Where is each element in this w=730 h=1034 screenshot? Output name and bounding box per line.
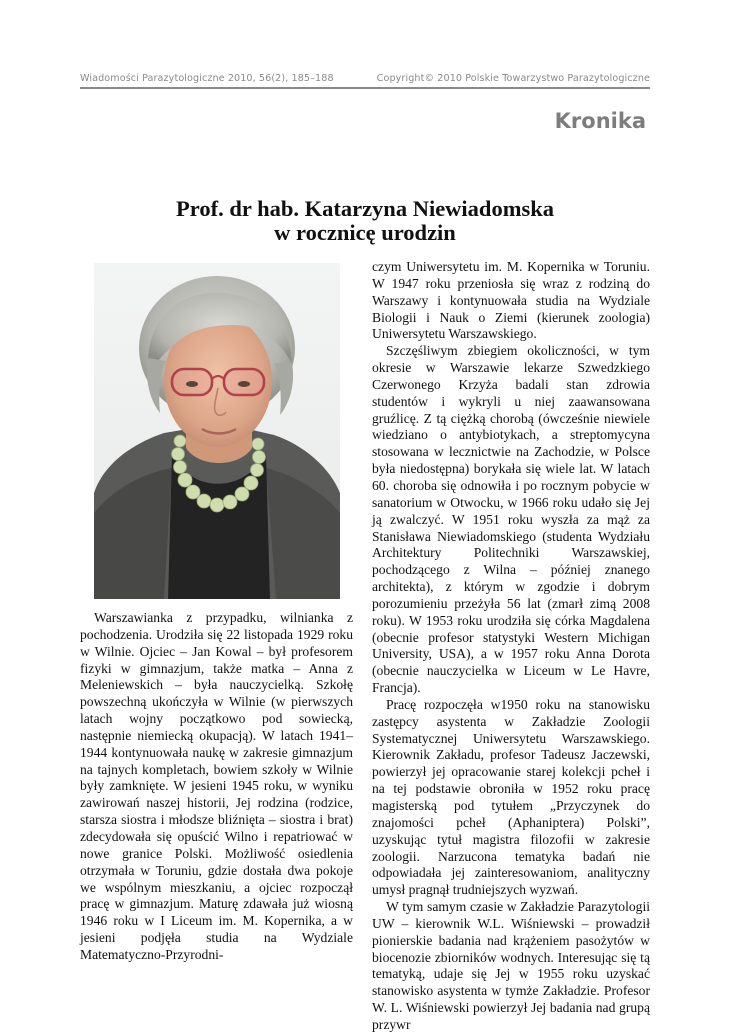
paragraph: czym Uniwersytetu im. M. Kopernika w Toruniu. W 1947 roku przeniosła się wraz z rodziną do Warszawy i kontynuowała studia na Wydziale Biologii i Nauk o Ziemi (kierunek zoologia) Uniwersytetu Warszawskiego.: [372, 259, 650, 342]
article-title: [80, 197, 650, 245]
section-label: Kronika: [554, 109, 646, 133]
paragraph: Szczęśliwym zbiegiem okoliczności, w tym okresie w Warszawie lekarze Szwedzkiego Czerwonego Krzyża badali stan zdrowia studentów i wykryli u niej zaawansowana gruźlicę. Z tą ciężką chorobą (ówcześnie niewiele wiedziano o antybiotykach, a streptomycyna stosowana w lecznictwie na Zachodzie, w Polsce była niedostępna) borykała się wiele lat. W latach 60. choroba się odnowiła i po rocznym pobycie w sanatorium w Otwocku, w 1966 roku udało się Jej ją zwalczyć. W 1951 roku wyszła za mąż za Stanisława Niewiadomskiego (studenta Wydziału Architektury Politechniki Warszawskiej, pochodzącego z Wilna – później znanego architekta), z którym w zgodzie i dobrym porozumieniu przeżyła 56 lat (zmarł zimą 2008 roku). W 1953 roku urodziła się córka Magdalena (obecnie profesor statystyki Western Michigan University, USA), a w 1957 roku Anna Dorota (obecnie nauczycielka w Liceum w Le Havre, Francja).: [372, 343, 650, 696]
copyright-notice: Copyright© 2010 Polskie Towarzystwo Parazytologiczne: [376, 73, 650, 84]
header-rule: [80, 87, 650, 89]
paragraph: Warszawianka z przypadku, wilnianka z pochodzenia. Urodziła się 22 listopada 1929 roku w Wilnie. Ojciec – Jan Kowal – był profesorem fizyki w gimnazjum, także matka – Anna z Meleniewskich – była nauczycielką. Szkołę powszechną ukończyła w Wilnie (w pierwszych latach wojny początkowo pod sowiecką, następnie niemiecką okupacją). W latach 1941–1944 kontynuowała naukę w zakresie gimnazjum na tajnych kompletach, bowiem szkoły w Wilnie były zamknięte. W jesieni 1945 roku, w wyniku zawirowań naszej historii, Jej rodzina (rodzice, starsza siostra i młodsze bliźnięta – siostra i brat) zdecydowała się opuścić Wilno i repatriować w nowe granice Polski. Możliwość osiedlenia otrzymała w Toruniu, gdzie dostała dwa pokoje we wspólnym mieszkaniu, a ojciec rozpoczął pracę w gimnazjum. Maturę zdawała już wiosną 1946 roku w I Liceum im. M. Kopernika, a w jesieni podjęła studia na Wydziale Matematyczno-Przyrodni-: [80, 610, 353, 962]
title-line-1: Prof. dr hab. Katarzyna Niewiadomska: [176, 196, 554, 221]
title-line-2: w rocznicę urodzin: [274, 220, 456, 245]
paragraph: Pracę rozpoczęła w1950 roku na stanowisku zastępcy asystenta w Zakładzie Zoologii Systematycznej Uniwersytetu Warszawskiego. Kierownik Zakładu, profesor Tadeusz Jaczewski, powierzył jej opracowanie starej kolekcji pcheł i na tej podstawie obroniła w 1952 roku pracę magisterską pod tytułem „Przyczynek do znajomości pcheł (Aphaniptera) Polski”, uzyskując tytuł magistra filozofii w zakresie zoologii. Narzucona tematyka badań nie odpowiadała jej zainteresowaniom, analityczny umysł pragnął trudniejszych wyzwań.: [372, 696, 650, 898]
running-head: [80, 72, 650, 88]
right-text-column: [372, 259, 650, 1034]
left-text-column: [80, 610, 353, 964]
paragraph: W tym samym czasie w Zakładzie Parazytologii UW – kierownik W.L. Wiśniewski – prowadził pionierskie badania nad krążeniem pasożytów w biocenozie zbiorników wodnych. Interesując się tą tematyką, udaje się Jej w 1955 roku uzyskać stanowisko asystenta w tymże Zakładzie. Profesor W. L. Wiśniewski powierzył Jej badania nad grupą przywr: [372, 899, 650, 1032]
portrait-photo: [94, 263, 340, 599]
journal-citation: Wiadomości Parazytologiczne 2010, 56(2), 185–188: [80, 73, 334, 84]
